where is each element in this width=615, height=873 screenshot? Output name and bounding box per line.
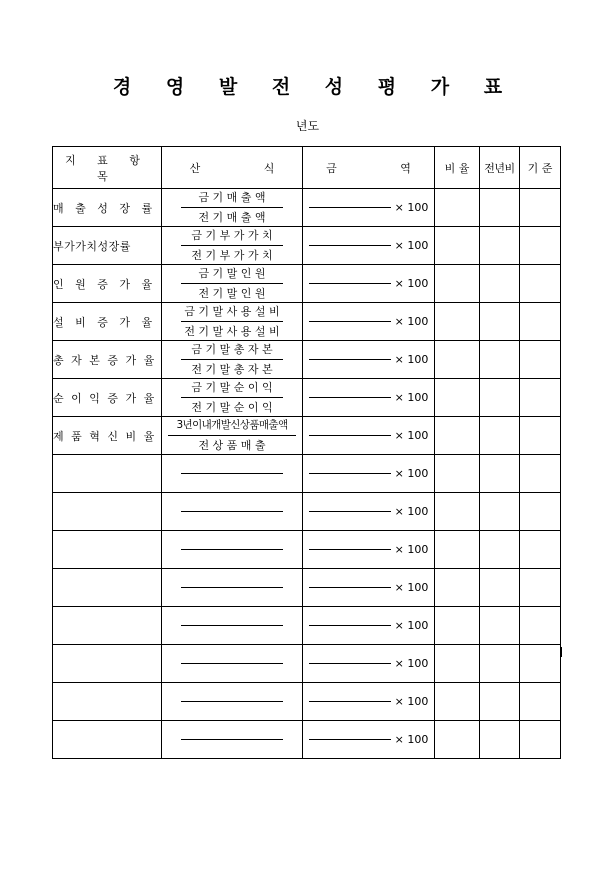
fill-in-line[interactable] xyxy=(309,701,391,702)
fill-in-line[interactable] xyxy=(309,549,391,550)
item-name: 순 이 익 증 가 율 xyxy=(53,379,162,417)
standard-cell[interactable] xyxy=(520,531,561,569)
numerator: 3년이내개발신상품매출액 xyxy=(168,418,296,436)
ratio-cell[interactable] xyxy=(435,303,480,341)
prev-year-cell[interactable] xyxy=(480,303,520,341)
table-row xyxy=(53,379,561,417)
item-name-cell[interactable] xyxy=(53,607,162,645)
denominator: 전 기 매 출 액 xyxy=(198,211,266,224)
header-item: 지 표 항 목 xyxy=(53,147,162,189)
multiplier-label: × 100 xyxy=(394,277,429,290)
multiplier-label: × 100 xyxy=(394,543,429,556)
ratio-cell[interactable] xyxy=(435,683,480,721)
prev-year-cell[interactable] xyxy=(480,189,520,227)
fill-in-line[interactable] xyxy=(309,739,391,740)
formula-cell xyxy=(162,227,303,265)
header-amount: 금 역 xyxy=(303,147,435,189)
fill-in-line[interactable] xyxy=(181,511,283,512)
fill-in-line[interactable] xyxy=(309,397,391,398)
document-title: 경 영 발 전 성 평 가 표 xyxy=(112,76,517,98)
formula-fraction xyxy=(181,228,283,263)
multiplier-label: × 100 xyxy=(394,619,429,632)
multiplier-label: × 100 xyxy=(394,467,429,480)
formula-cell xyxy=(162,303,303,341)
fill-in-line[interactable] xyxy=(181,473,283,474)
ratio-cell[interactable] xyxy=(435,341,480,379)
standard-cell[interactable] xyxy=(520,569,561,607)
denominator: 전 기 부 가 가 치 xyxy=(191,249,273,262)
table-row xyxy=(53,265,561,303)
numerator: 금 기 말 총 자 본 xyxy=(181,342,283,360)
standard-cell[interactable] xyxy=(520,189,561,227)
amount-cell xyxy=(303,303,435,341)
table-row xyxy=(53,227,561,265)
ratio-cell[interactable] xyxy=(435,721,480,759)
numerator: 금 기 부 가 가 치 xyxy=(181,228,283,246)
formula-cell[interactable] xyxy=(162,607,303,645)
text-cursor-marker xyxy=(560,647,562,657)
standard-cell[interactable] xyxy=(520,417,561,455)
formula-fraction xyxy=(181,190,283,225)
ratio-cell[interactable] xyxy=(435,493,480,531)
table-row xyxy=(53,607,561,645)
amount-cell xyxy=(303,417,435,455)
amount-cell xyxy=(303,493,435,531)
standard-cell[interactable] xyxy=(520,607,561,645)
table-row xyxy=(53,341,561,379)
table-header-row xyxy=(53,147,561,189)
prev-year-cell[interactable] xyxy=(480,607,520,645)
formula-cell xyxy=(162,379,303,417)
evaluation-table xyxy=(52,146,561,759)
formula-cell[interactable] xyxy=(162,531,303,569)
prev-year-cell[interactable] xyxy=(480,683,520,721)
formula-fraction xyxy=(181,380,283,415)
standard-cell[interactable] xyxy=(520,303,561,341)
standard-cell[interactable] xyxy=(520,645,561,683)
prev-year-cell[interactable] xyxy=(480,341,520,379)
table-row xyxy=(53,189,561,227)
ratio-cell[interactable] xyxy=(435,645,480,683)
header-standard: 기 준 xyxy=(520,147,561,189)
table-row xyxy=(53,569,561,607)
formula-fraction xyxy=(181,266,283,301)
ratio-cell[interactable] xyxy=(435,189,480,227)
fill-in-line[interactable] xyxy=(309,245,391,246)
formula-cell xyxy=(162,341,303,379)
prev-year-cell[interactable] xyxy=(480,721,520,759)
formula-cell[interactable] xyxy=(162,645,303,683)
amount-cell xyxy=(303,645,435,683)
numerator: 금 기 말 순 이 익 xyxy=(181,380,283,398)
denominator: 전 기 말 순 이 익 xyxy=(191,401,273,414)
ratio-cell[interactable] xyxy=(435,569,480,607)
amount-cell xyxy=(303,379,435,417)
standard-cell[interactable] xyxy=(520,721,561,759)
prev-year-cell[interactable] xyxy=(480,379,520,417)
table-row xyxy=(53,417,561,455)
table-row xyxy=(53,721,561,759)
amount-cell xyxy=(303,227,435,265)
item-name-cell[interactable] xyxy=(53,683,162,721)
fill-in-line[interactable] xyxy=(309,473,391,474)
prev-year-cell[interactable] xyxy=(480,531,520,569)
standard-cell[interactable] xyxy=(520,379,561,417)
item-name-cell[interactable] xyxy=(53,569,162,607)
amount-cell xyxy=(303,607,435,645)
table-row xyxy=(53,303,561,341)
multiplier-label: × 100 xyxy=(394,315,429,328)
prev-year-cell[interactable] xyxy=(480,569,520,607)
formula-cell[interactable] xyxy=(162,683,303,721)
prev-year-cell[interactable] xyxy=(480,227,520,265)
standard-cell[interactable] xyxy=(520,455,561,493)
table-row xyxy=(53,493,561,531)
multiplier-label: × 100 xyxy=(394,391,429,404)
formula-cell[interactable] xyxy=(162,493,303,531)
item-name: 매 출 성 장 률 xyxy=(53,189,162,227)
fill-in-line[interactable] xyxy=(309,435,391,436)
table-row xyxy=(53,455,561,493)
prev-year-cell[interactable] xyxy=(480,493,520,531)
item-name: 제 품 혁 신 비 율 xyxy=(53,417,162,455)
multiplier-label: × 100 xyxy=(394,733,429,746)
header-prev-year: 전년비 xyxy=(480,147,520,189)
fill-in-line[interactable] xyxy=(309,207,391,208)
fill-in-line[interactable] xyxy=(181,587,283,588)
fill-in-line[interactable] xyxy=(181,625,283,626)
table-row xyxy=(53,683,561,721)
item-name: 총 자 본 증 가 율 xyxy=(53,341,162,379)
fill-in-line[interactable] xyxy=(181,701,283,702)
item-name-cell[interactable] xyxy=(53,531,162,569)
item-name-cell[interactable] xyxy=(53,721,162,759)
fill-in-line[interactable] xyxy=(181,663,283,664)
ratio-cell[interactable] xyxy=(435,379,480,417)
fill-in-line[interactable] xyxy=(309,283,391,284)
standard-cell[interactable] xyxy=(520,493,561,531)
standard-cell[interactable] xyxy=(520,683,561,721)
item-name: 설 비 증 가 율 xyxy=(53,303,162,341)
item-name: 인 원 증 가 율 xyxy=(53,265,162,303)
multiplier-label: × 100 xyxy=(394,239,429,252)
prev-year-cell[interactable] xyxy=(480,645,520,683)
year-label: 년도 xyxy=(295,119,320,133)
formula-cell xyxy=(162,265,303,303)
multiplier-label: × 100 xyxy=(394,695,429,708)
item-name-cell[interactable] xyxy=(53,645,162,683)
ratio-cell[interactable] xyxy=(435,455,480,493)
ratio-cell[interactable] xyxy=(435,531,480,569)
ratio-cell[interactable] xyxy=(435,417,480,455)
multiplier-label: × 100 xyxy=(394,657,429,670)
numerator: 금 기 매 출 액 xyxy=(181,190,283,208)
standard-cell[interactable] xyxy=(520,341,561,379)
multiplier-label: × 100 xyxy=(394,429,429,442)
formula-fraction xyxy=(168,418,296,453)
fill-in-line[interactable] xyxy=(309,663,391,664)
numerator: 금 기 말 사 용 설 비 xyxy=(181,304,283,322)
amount-cell xyxy=(303,265,435,303)
standard-cell[interactable] xyxy=(520,227,561,265)
amount-cell xyxy=(303,189,435,227)
table-row xyxy=(53,645,561,683)
prev-year-cell[interactable] xyxy=(480,265,520,303)
denominator: 전 기 말 총 자 본 xyxy=(191,363,273,376)
multiplier-label: × 100 xyxy=(394,353,429,366)
item-name-cell[interactable] xyxy=(53,493,162,531)
formula-cell[interactable] xyxy=(162,721,303,759)
header-formula: 산 식 xyxy=(162,147,303,189)
amount-cell xyxy=(303,569,435,607)
denominator: 전 기 말 인 원 xyxy=(198,287,266,300)
fill-in-line[interactable] xyxy=(309,625,391,626)
fill-in-line[interactable] xyxy=(309,359,391,360)
denominator: 전 기 말 사 용 설 비 xyxy=(184,325,280,338)
prev-year-cell[interactable] xyxy=(480,417,520,455)
ratio-cell[interactable] xyxy=(435,227,480,265)
fill-in-line[interactable] xyxy=(181,739,283,740)
denominator: 전 상 품 매 출 xyxy=(198,439,266,452)
amount-cell xyxy=(303,683,435,721)
header-ratio: 비 율 xyxy=(435,147,480,189)
multiplier-label: × 100 xyxy=(394,505,429,518)
amount-cell xyxy=(303,455,435,493)
table-row xyxy=(53,531,561,569)
numerator: 금 기 말 인 원 xyxy=(181,266,283,284)
amount-cell xyxy=(303,341,435,379)
item-name: 부가가치성장률 xyxy=(53,227,162,265)
amount-cell xyxy=(303,721,435,759)
prev-year-cell[interactable] xyxy=(480,455,520,493)
formula-cell xyxy=(162,417,303,455)
fill-in-line[interactable] xyxy=(309,511,391,512)
formula-cell[interactable] xyxy=(162,569,303,607)
standard-cell[interactable] xyxy=(520,265,561,303)
fill-in-line[interactable] xyxy=(309,321,391,322)
fill-in-line[interactable] xyxy=(181,549,283,550)
amount-cell xyxy=(303,531,435,569)
multiplier-label: × 100 xyxy=(394,581,429,594)
formula-fraction xyxy=(181,342,283,377)
item-name-cell[interactable] xyxy=(53,455,162,493)
formula-cell xyxy=(162,189,303,227)
ratio-cell[interactable] xyxy=(435,265,480,303)
fill-in-line[interactable] xyxy=(309,587,391,588)
multiplier-label: × 100 xyxy=(394,201,429,214)
formula-fraction xyxy=(181,304,283,339)
ratio-cell[interactable] xyxy=(435,607,480,645)
formula-cell[interactable] xyxy=(162,455,303,493)
